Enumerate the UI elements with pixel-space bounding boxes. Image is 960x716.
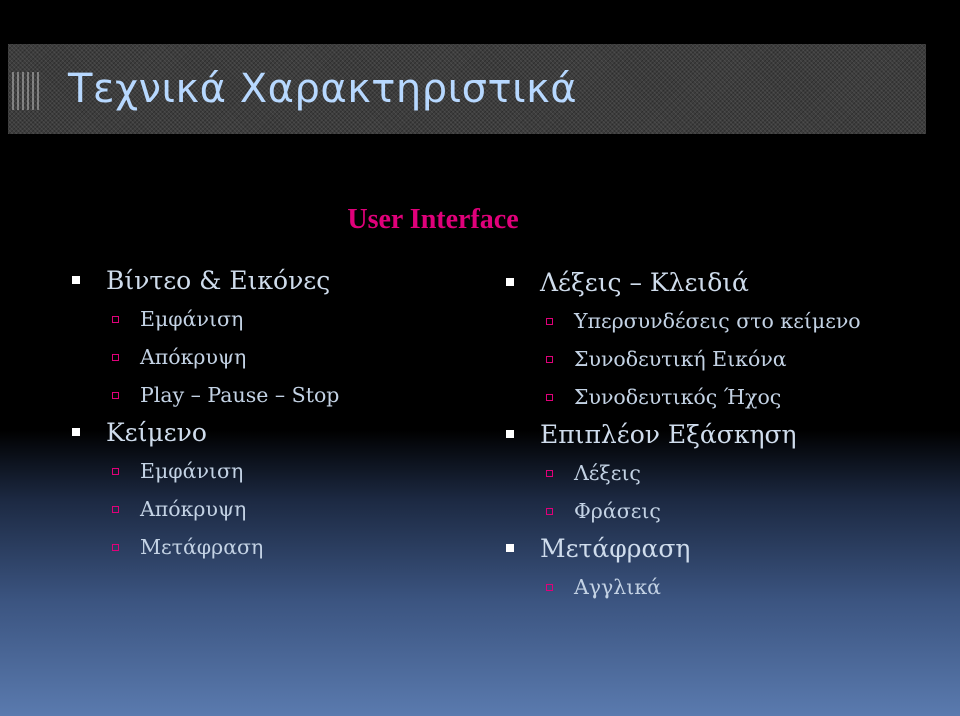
sub-bullet-item <box>504 492 944 530</box>
bullet-text: Μετάφραση <box>540 534 691 563</box>
hollow-square-bullet-icon <box>112 316 119 323</box>
slide-subtitle: User Interface <box>347 204 519 235</box>
sub-bullet-item <box>70 528 470 566</box>
bullet-text: Λέξεις – Κλειδιά <box>540 268 749 297</box>
sub-bullet-item <box>70 490 470 528</box>
sub-bullet-item <box>70 300 470 338</box>
sub-bullet-text: Play – Pause – Stop <box>140 383 340 407</box>
square-bullet-icon <box>72 428 80 436</box>
left-bullet-list <box>70 262 470 566</box>
sub-bullet-item <box>70 452 470 490</box>
slide-logo-icon <box>12 72 40 110</box>
bullet-item <box>504 416 944 454</box>
hollow-square-bullet-icon <box>546 508 553 515</box>
square-bullet-icon <box>506 544 514 552</box>
hollow-square-bullet-icon <box>112 468 119 475</box>
bullet-text: Βίντεο & Εικόνες <box>106 266 331 295</box>
bullet-item <box>70 414 470 452</box>
slide-title: Τεχνικά Χαρακτηριστικά <box>68 66 578 112</box>
sub-bullet-item <box>504 568 944 606</box>
sub-bullet-item <box>504 340 944 378</box>
square-bullet-icon <box>506 430 514 438</box>
sub-bullet-text: Εμφάνιση <box>140 459 244 483</box>
right-bullet-list <box>504 262 944 606</box>
bullet-text: Κείμενο <box>106 418 207 447</box>
sub-bullet-text: Συνοδευτικός Ήχος <box>574 385 782 409</box>
hollow-square-bullet-icon <box>112 544 119 551</box>
sub-bullet-item <box>70 376 470 414</box>
square-bullet-icon <box>72 276 80 284</box>
sub-bullet-text: Λέξεις <box>574 461 641 485</box>
sub-bullet-text: Εμφάνιση <box>140 307 244 331</box>
hollow-square-bullet-icon <box>112 392 119 399</box>
sub-bullet-text: Συνοδευτική Εικόνα <box>574 347 787 371</box>
sub-bullet-text: Απόκρυψη <box>140 497 247 521</box>
sub-bullet-text: Αγγλικά <box>574 575 661 599</box>
hollow-square-bullet-icon <box>112 506 119 513</box>
sub-bullet-text: Απόκρυψη <box>140 345 247 369</box>
sub-bullet-item <box>70 338 470 376</box>
bullet-item <box>504 264 944 302</box>
bullet-text: Επιπλέον Εξάσκηση <box>540 420 797 449</box>
hollow-square-bullet-icon <box>546 394 553 401</box>
sub-bullet-item <box>504 454 944 492</box>
hollow-square-bullet-icon <box>546 318 553 325</box>
hollow-square-bullet-icon <box>112 354 119 361</box>
sub-bullet-item <box>504 302 944 340</box>
sub-bullet-text: Μετάφραση <box>140 535 264 559</box>
hollow-square-bullet-icon <box>546 470 553 477</box>
hollow-square-bullet-icon <box>546 584 553 591</box>
square-bullet-icon <box>506 278 514 286</box>
sub-bullet-text: Φράσεις <box>574 499 661 523</box>
sub-bullet-item <box>504 378 944 416</box>
sub-bullet-text: Υπερσυνδέσεις στο κείμενο <box>574 309 861 333</box>
bullet-item <box>504 530 944 568</box>
bullet-item <box>70 262 470 300</box>
hollow-square-bullet-icon <box>546 356 553 363</box>
